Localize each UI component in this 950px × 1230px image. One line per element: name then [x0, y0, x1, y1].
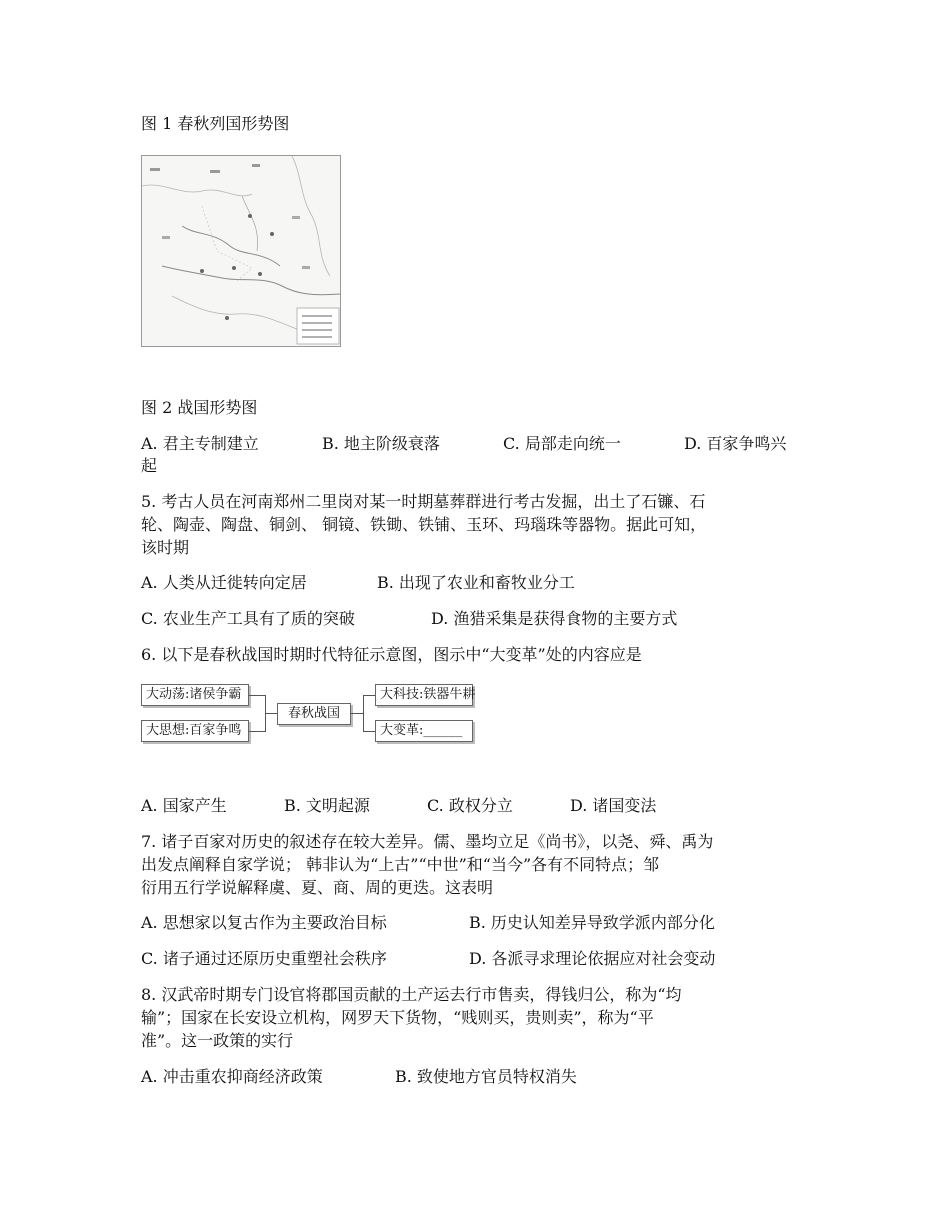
q6-option-a[interactable]: A. 国家产生 [141, 796, 227, 815]
q7-options-row-2 [141, 948, 715, 970]
q8-stem-line-2: 输”；国家在长安设立机构，网罗天下货物，“贱则买，贵则卖”，称为“平 [141, 1008, 654, 1027]
q6-option-d[interactable]: D. 诸国变法 [570, 796, 657, 815]
spring-autumn-map-image [141, 155, 341, 347]
q8-stem-line-3: 准”。这一政策的实行 [141, 1031, 294, 1050]
q6-stem: 6. 以下是春秋战国时期时代特征示意图，图示中“大变革”处的内容应是 [141, 645, 642, 664]
diagram-connector [351, 713, 363, 714]
diagram-connector [249, 695, 265, 696]
figure-2-caption: 图 2 战国形势图 [141, 398, 258, 417]
diagram-connector [363, 695, 364, 732]
q5-options-row-2 [141, 608, 677, 630]
q5-option-c[interactable]: C. 农业生产工具有了质的突破 [141, 609, 355, 628]
q4-option-d-wrap: 起 [141, 456, 158, 475]
q7-option-a[interactable]: A. 思想家以复古作为主要政治目标 [141, 913, 387, 932]
q5-option-a[interactable]: A. 人类从迁徙转向定居 [141, 573, 307, 592]
q6-options-row [141, 795, 656, 817]
q4-options-row [141, 433, 786, 455]
q6-option-c[interactable]: C. 政权分立 [427, 796, 513, 815]
q4-option-a[interactable]: A. 君主专制建立 [141, 434, 259, 453]
q5-options-row-1 [141, 572, 575, 594]
q4-option-b[interactable]: B. 地主阶级衰落 [322, 434, 440, 453]
diagram-box-left-top: 大动荡:诸侯争霸 [141, 684, 249, 706]
q7-option-d[interactable]: D. 各派寻求理论依据应对社会变动 [469, 949, 716, 968]
diagram-connector [363, 731, 375, 732]
q4-option-d[interactable]: D. 百家争鸣兴 [684, 434, 787, 453]
q5-stem-line-2: 轮、陶壶、陶盘、铜剑、 铜镜、铁锄、铁铺、玉环、玛瑙珠等器物。据此可知， [141, 515, 707, 534]
q4-option-c[interactable]: C. 局部走向统一 [503, 434, 621, 453]
diagram-connector [363, 695, 375, 696]
q5-option-d[interactable]: D. 渔猎采集是获得食物的主要方式 [431, 609, 678, 628]
diagram-box-left-bottom: 大思想:百家争鸣 [141, 720, 249, 742]
diagram-box-right-top: 大科技:铁器牛耕 [375, 684, 473, 706]
diagram-connector [249, 731, 265, 732]
figure-1-caption: 图 1 春秋列国形势图 [141, 114, 290, 133]
q7-stem-line-3: 衍用五行学说解释虞、夏、商、周的更迭。这表明 [141, 878, 494, 897]
q7-stem-line-1: 7. 诸子百家对历史的叙述存在较大差异。儒、墨均立足《尚书》，以尧、舜、禹为 [141, 832, 714, 851]
map-drawing [142, 156, 340, 346]
q8-options-row-1 [141, 1066, 577, 1088]
diagram-connector [265, 713, 277, 714]
diagram-box-right-bottom: 大变革:______ [375, 720, 473, 742]
q5-stem-line-3: 该时期 [141, 538, 190, 557]
q5-option-b[interactable]: B. 出现了农业和畜牧业分工 [377, 573, 575, 592]
q6-option-b[interactable]: B. 文明起源 [284, 796, 370, 815]
q6-diagram [141, 682, 476, 746]
q7-stem-line-2: 出发点阐释自家学说； 韩非认为“上古”“中世”和“当今”各有不同特点；邹 [141, 855, 660, 874]
q8-option-a[interactable]: A. 冲击重农抑商经济政策 [141, 1067, 323, 1086]
q7-option-c[interactable]: C. 诸子通过还原历史重塑社会秩序 [141, 949, 387, 968]
q8-stem-line-1: 8. 汉武帝时期专门设官将郡国贡献的土产运去行市售卖，得钱归公，称为“均 [141, 985, 682, 1004]
q7-option-b[interactable]: B. 历史认知差异导致学派内部分化 [469, 913, 715, 932]
q8-option-b[interactable]: B. 致使地方官员特权消失 [395, 1067, 577, 1086]
q7-options-row-1 [141, 912, 715, 934]
diagram-box-center: 春秋战国 [277, 703, 351, 725]
q5-stem-line-1: 5. 考古人员在河南郑州二里岗对某一时期墓葬群进行考古发掘，出土了石镰、石 [141, 492, 706, 511]
